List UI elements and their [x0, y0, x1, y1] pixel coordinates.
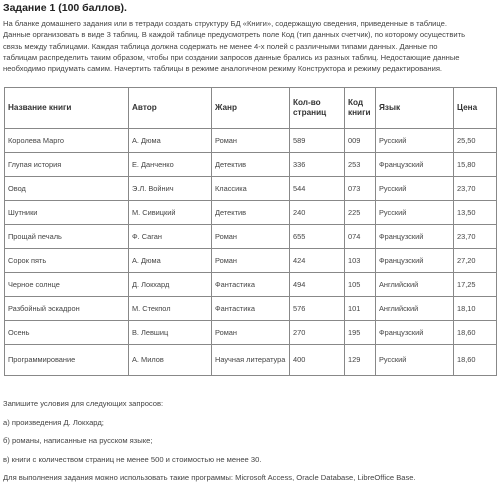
cell-book-title: Королева Марго	[5, 129, 129, 153]
cell-book-code: 105	[345, 273, 376, 297]
table-row	[5, 201, 497, 225]
cell-author: М. Стекпол	[129, 297, 212, 321]
cell-language: Французский	[376, 249, 454, 273]
header-book-code: Код книги	[345, 88, 376, 129]
cell-author: Ф. Саган	[129, 225, 212, 249]
table-row	[5, 177, 497, 201]
cell-genre: Научная литература	[212, 345, 290, 376]
header-author: Автор	[129, 88, 212, 129]
cell-pages: 424	[290, 249, 345, 273]
cell-pages: 589	[290, 129, 345, 153]
cell-language: Французский	[376, 225, 454, 249]
cell-genre: Роман	[212, 225, 290, 249]
intro-line: связь между таблицами. Каждая таблица должна содержать не менее 4-х полей с различными типами данных. Данные по	[3, 41, 438, 51]
cell-genre: Классика	[212, 177, 290, 201]
cell-book-title: Шутники	[5, 201, 129, 225]
cell-genre: Роман	[212, 129, 290, 153]
header-genre: Жанр	[212, 88, 290, 129]
intro-line: На бланке домашнего задания или в тетради создать структуру БД «Книги», содержащую сведения, приведенные в таблице.	[3, 19, 448, 28]
table-row	[5, 345, 497, 376]
cell-book-code: 225	[345, 201, 376, 225]
cell-genre: Детектив	[212, 201, 290, 225]
intro-line: таблицам распределить таким образом, чтобы при создании запросов данные брались из разных таблиц. Недостающие данные	[3, 52, 460, 62]
queries-intro: Запишите условия для следующих запросов:	[3, 399, 164, 408]
cell-language: Русский	[376, 345, 454, 376]
cell-price: 17,25	[454, 273, 497, 297]
cell-pages: 494	[290, 273, 345, 297]
table-row	[5, 225, 497, 249]
cell-genre: Фантастика	[212, 273, 290, 297]
cell-book-code: 129	[345, 345, 376, 376]
task-description	[3, 18, 495, 74]
header-price: Цена	[454, 88, 497, 129]
cell-price: 13,50	[454, 201, 497, 225]
table-row	[5, 321, 497, 345]
cell-book-title: Разбойный эскадрон	[5, 297, 129, 321]
table-row	[5, 297, 497, 321]
cell-price: 27,20	[454, 249, 497, 273]
cell-language: Французский	[376, 321, 454, 345]
cell-pages: 400	[290, 345, 345, 376]
table-row	[5, 249, 497, 273]
table-body	[5, 129, 497, 376]
header-pages: Кол-во страниц	[290, 88, 345, 129]
cell-author: М. Сивицкий	[129, 201, 212, 225]
cell-language: Русский	[376, 201, 454, 225]
cell-pages: 336	[290, 153, 345, 177]
cell-author: А. Дюма	[129, 129, 212, 153]
cell-book-code: 101	[345, 297, 376, 321]
cell-book-title: Программирование	[5, 345, 129, 376]
query-a: а) произведения Д. Локхард;	[3, 417, 104, 427]
query-c: в) книги с количеством страниц не менее 500 и стоимостью не менее 30.	[3, 454, 262, 464]
intro-line: Данные организовать в виде 3 таблиц. В каждой таблице предусмотреть поле Код (тип данных счетчик), по которому осуществить	[3, 30, 466, 40]
programs-note: Для выполнения задания можно использовать такие программы: Microsoft Access, Oracle Database, LibreOffice Base.	[3, 473, 416, 482]
header-language: Язык	[376, 88, 454, 129]
cell-author: А. Дюма	[129, 249, 212, 273]
cell-author: В. Левшиц	[129, 321, 212, 345]
cell-book-title: Глупая история	[5, 153, 129, 177]
cell-book-title: Овод	[5, 177, 129, 201]
cell-price: 23,70	[454, 177, 497, 201]
task-title: Задание 1 (100 баллов).	[3, 2, 127, 14]
cell-pages: 576	[290, 297, 345, 321]
cell-book-code: 195	[345, 321, 376, 345]
cell-price: 23,70	[454, 225, 497, 249]
cell-genre: Роман	[212, 321, 290, 345]
cell-book-title: Черное солнце	[5, 273, 129, 297]
cell-book-code: 103	[345, 249, 376, 273]
cell-price: 18,10	[454, 297, 497, 321]
cell-price: 18,60	[454, 321, 497, 345]
cell-book-code: 253	[345, 153, 376, 177]
queries-section	[3, 398, 495, 483]
cell-pages: 544	[290, 177, 345, 201]
cell-book-title: Осень	[5, 321, 129, 345]
query-b: б) романы, написанные на русском языке;	[3, 436, 153, 445]
cell-author: Е. Данченко	[129, 153, 212, 177]
table-row	[5, 153, 497, 177]
cell-language: Английский	[376, 297, 454, 321]
cell-pages: 240	[290, 201, 345, 225]
table-header-row	[5, 88, 497, 129]
books-table	[4, 87, 497, 376]
header-book-title: Название книги	[5, 88, 129, 129]
intro-line: необходимо придумать самим. Начертить таблицы в режиме аналогичном режиму Конструктора и режиму редактирования.	[3, 64, 443, 74]
cell-price: 18,60	[454, 345, 497, 376]
cell-pages: 655	[290, 225, 345, 249]
table-row	[5, 273, 497, 297]
cell-genre: Детектив	[212, 153, 290, 177]
cell-book-title: Сорок пять	[5, 249, 129, 273]
cell-book-code: 009	[345, 129, 376, 153]
cell-book-code: 074	[345, 225, 376, 249]
cell-book-code: 073	[345, 177, 376, 201]
cell-author: А. Милов	[129, 345, 212, 376]
table-row	[5, 129, 497, 153]
cell-genre: Фантастика	[212, 297, 290, 321]
cell-genre: Роман	[212, 249, 290, 273]
cell-price: 25,50	[454, 129, 497, 153]
cell-price: 15,80	[454, 153, 497, 177]
cell-language: Французский	[376, 153, 454, 177]
cell-author: Д. Локхард	[129, 273, 212, 297]
cell-author: Э.Л. Войнич	[129, 177, 212, 201]
cell-language: Русский	[376, 177, 454, 201]
cell-language: Русский	[376, 129, 454, 153]
cell-language: Английский	[376, 273, 454, 297]
cell-book-title: Прощай печаль	[5, 225, 129, 249]
cell-pages: 270	[290, 321, 345, 345]
